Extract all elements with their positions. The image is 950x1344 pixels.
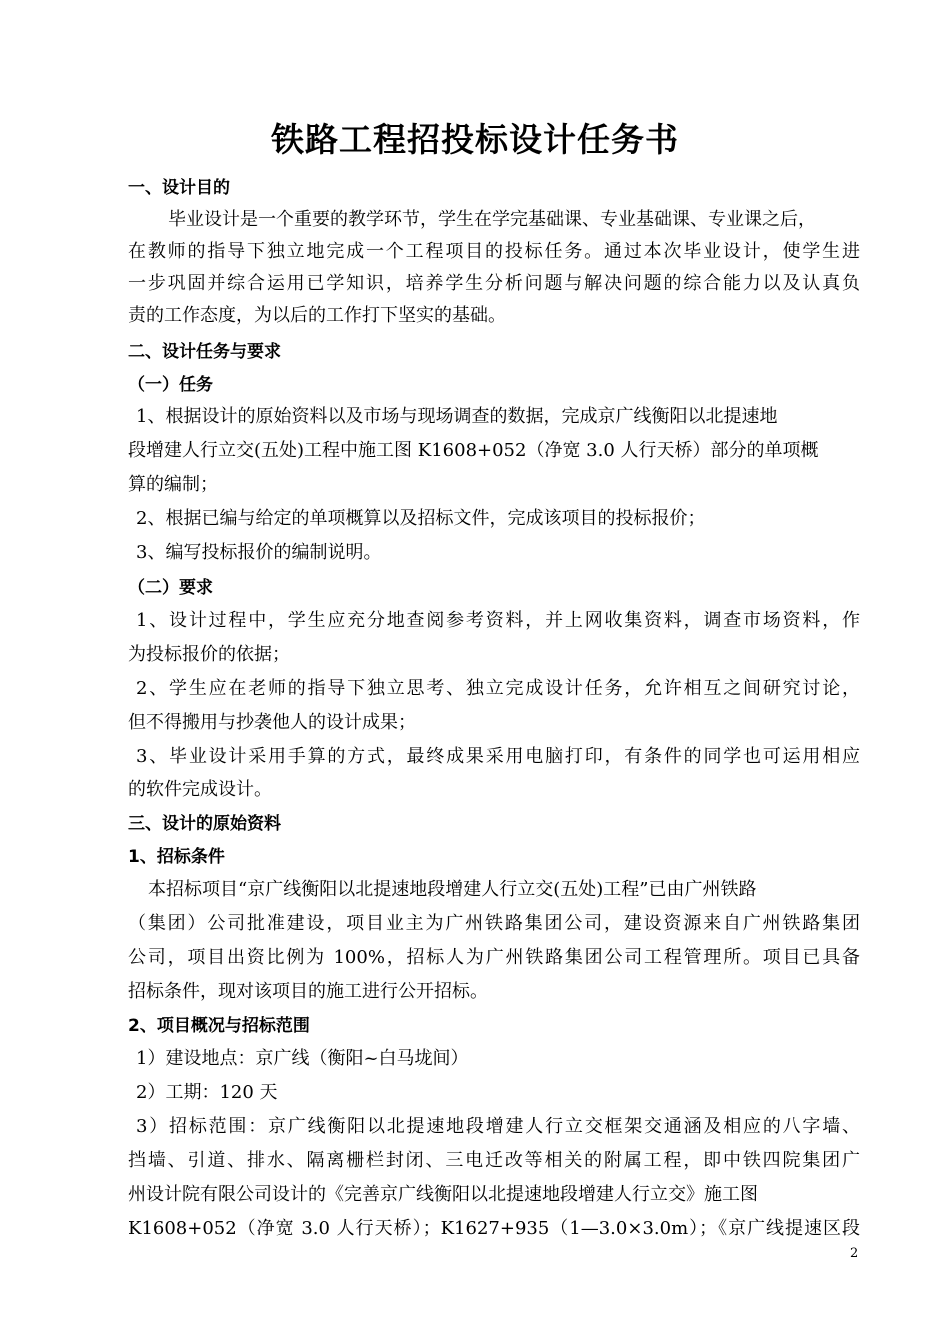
paragraph-line: 2、根据已编与给定的单项概算以及招标文件，完成该项目的投标报价； <box>136 508 706 529</box>
subsection-heading: （二）要求 <box>128 578 213 598</box>
paragraph-line: 责的工作态度，为以后的工作打下坚实的基础。 <box>128 305 506 326</box>
page-number: 2 <box>850 1246 859 1261</box>
list-item: 3）招标范围：京广线衡阳以北提速地段增建人行立交框架交通涵及相应的八字墙、 <box>136 1116 860 1137</box>
paragraph-line: 毕业设计是一个重要的教学环节，学生在学完基础课、专业基础课、专业课之后， <box>168 209 816 230</box>
paragraph-line: 1、根据设计的原始资料以及市场与现场调查的数据，完成京广线衡阳以北提速地 <box>136 406 778 427</box>
paragraph-line: 段增建人行立交(五处)工程中施工图 K1608+052（净宽 3.0 人行天桥）部分的单项概 <box>128 440 819 461</box>
subsection-heading: 2、项目概况与招标范围 <box>128 1016 310 1036</box>
paragraph-line: 的软件完成设计。 <box>128 779 272 800</box>
section-heading: 三、设计的原始资料 <box>128 814 281 834</box>
paragraph-line: 3、毕业设计采用手算的方式，最终成果采用电脑打印，有条件的同学也可运用相应 <box>136 746 860 767</box>
paragraph-line: 招标条件，现对该项目的施工进行公开招标。 <box>128 981 488 1002</box>
paragraph-line: 本招标项目“京广线衡阳以北提速地段增建人行立交(五处)工程”已由广州铁路 <box>148 879 757 900</box>
section-heading: 一、设计目的 <box>128 178 230 198</box>
paragraph-line: 公司，项目出资比例为 100%，招标人为广州铁路集团公司工程管理所。项目已具备 <box>128 947 860 968</box>
document-title: 铁路工程招投标设计任务书 <box>271 120 679 159</box>
paragraph-line: 算的编制； <box>128 474 218 495</box>
paragraph-line: 在教师的指导下独立地完成一个工程项目的投标任务。通过本次毕业设计，使学生进 <box>128 241 860 262</box>
paragraph-line: （集团）公司批准建设，项目业主为广州铁路集团公司，建设资源来自广州铁路集团 <box>128 913 860 934</box>
paragraph-line: 一步巩固并综合运用已学知识，培养学生分析问题与解决问题的综合能力以及认真负 <box>128 273 860 294</box>
paragraph-line: 3、编写投标报价的编制说明。 <box>136 542 382 563</box>
section-heading: 二、设计任务与要求 <box>128 342 281 362</box>
paragraph-line: K1608+052（净宽 3.0 人行天桥）；K1627+935（1—3.0×3.0m）；《京广线提速区段 <box>128 1218 860 1239</box>
subsection-heading: （一）任务 <box>128 375 213 395</box>
subsection-heading: 1、招标条件 <box>128 847 225 867</box>
paragraph-line: 2、学生应在老师的指导下独立思考、独立完成设计任务，允许相互之间研究讨论， <box>136 678 860 699</box>
paragraph-line: 为投标报价的依据； <box>128 644 290 665</box>
paragraph-line: 但不得搬用与抄袭他人的设计成果； <box>128 712 416 733</box>
paragraph-line: 州设计院有限公司设计的《完善京广线衡阳以北提速地段增建人行立交》施工图 <box>128 1184 758 1205</box>
list-item: 2）工期：120 天 <box>136 1082 278 1103</box>
paragraph-line: 1、设计过程中，学生应充分地查阅参考资料，并上网收集资料，调查市场资料，作 <box>136 610 860 631</box>
paragraph-line: 挡墙、引道、排水、隔离栅栏封闭、三电迁改等相关的附属工程，即中铁四院集团广 <box>128 1150 860 1171</box>
list-item: 1）建设地点：京广线（衡阳~白马垅间） <box>136 1048 469 1069</box>
